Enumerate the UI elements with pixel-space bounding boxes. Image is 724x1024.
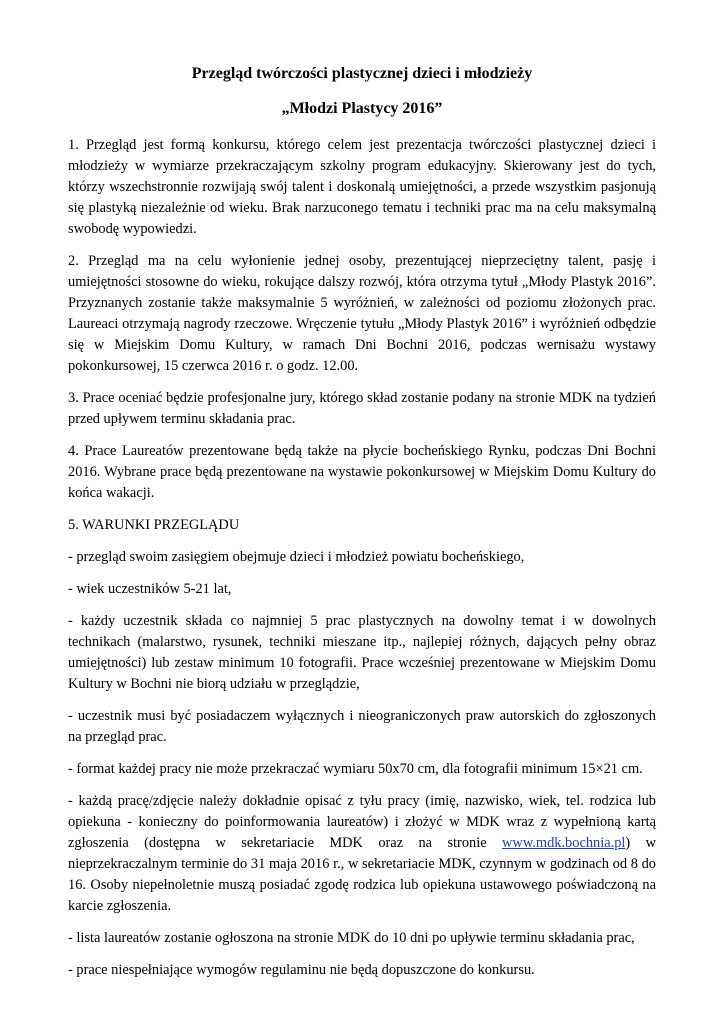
condition-item-copyright: - uczestnik musi być posiadaczem wyłącznych i nieograniczonych praw autorskich do zgłoszonych na przegląd prac. [68, 708, 656, 745]
document-subtitle: „Młodzi Plastycy 2016” [281, 100, 443, 117]
condition-item-results: - lista laureatów zostanie ogłoszona na stronie MDK do 10 dni po upływie terminu składania prac, [68, 930, 635, 946]
paragraph-2: 2. Przegląd ma na celu wyłonienie jednej osoby, prezentującej nieprzeciętny talent, pasję i umiejętności stosowne do wieku, rokujące dalszy rozwój, która otrzyma tytuł „Młody Plastyk 2016”. Przyznanych zostanie także maksymalnie 5 wyróżnień, w zależności od poziomu złożonych prac. Laureaci otrzymają nagrody rzeczowe. Wręczenie tytułu „Młody Plastyk 2016” i wyróżnień odbędzie się w Miejskim Domu Kultury, w ramach Dni Bochni 2016, podczas wernisażu wystawy pokonkursowej, 15 czerwca 2016 r. o godz. 12.00. [68, 253, 656, 374]
paragraph-3: 3. Prace oceniać będzie profesjonalne jury, którego skład zostanie podany na stronie MDK na tydzień przed upływem terminu składania prac. [68, 390, 656, 427]
paragraph-1: 1. Przegląd jest formą konkursu, którego celem jest prezentacja twórczości plastycznej dzieci i młodzieży w wymiarze przekraczającym szkolny program edukacyjny. Skierowany jest do tych, którzy wszechstronnie rozwijają swój talent i doskonalą umiejętności, a przede wszystkim pasjonują się plastyką niezależnie od wieku. Brak narzuconego tematu i techniki prac ma na celu maksymalną swobodę wypowiedzi. [68, 137, 656, 237]
mdk-website-link[interactable]: www.mdk.bochnia.pl [502, 835, 626, 851]
paragraph-4: 4. Prace Laureatów prezentowane będą także na płycie bocheńskiego Rynku, podczas Dni Bochni 2016. Wybrane prace będą prezentowane na wystawie pokonkursowej w Miejskim Domu Kultury do końca wakacji. [68, 443, 656, 501]
section-heading-conditions: 5. WARUNKI PRZEGLĄDU [68, 517, 240, 533]
submission-text-after: ) w nieprzekraczalnym terminie do 31 maja 2016 r., w sekretariacie MDK, czynnym w godzinach od 8 do 16. Osoby niepełnoletnie muszą posiadać zgodę rodzica lub opiekuna ustawowego poświadczoną na karcie zgłoszenia. [68, 835, 656, 914]
document-body [68, 135, 656, 981]
condition-item-age: - wiek uczestników 5-21 lat, [68, 581, 232, 597]
condition-item-submission [68, 791, 656, 917]
document-title: Przegląd twórczości plastycznej dzieci i młodzieży [191, 65, 533, 82]
condition-item-region: - przegląd swoim zasięgiem obejmuje dzieci i młodzież powiatu bocheńskiego, [68, 549, 525, 565]
condition-item-format: - format każdej pracy nie może przekraczać wymiaru 50x70 cm, dla fotografii minimum 15×21 cm. [68, 761, 643, 777]
condition-item-disqualification: - prace niespełniające wymogów regulaminu nie będą dopuszczone do konkursu. [68, 962, 535, 978]
submission-text-before: - każdą pracę/zdjęcie należy dokładnie opisać z tyłu pracy (imię, nazwisko, wiek, tel. rodzica lub opiekuna - konieczny do poinformowania laureatów) i złożyć w MDK wraz z wypełnioną kartą zgłoszenia (dostępna w sekretariacie MDK oraz na stronie [68, 793, 656, 851]
condition-item-works: - każdy uczestnik składa co najmniej 5 prac plastycznych na dowolny temat i w dowolnych technikach (malarstwo, rysunek, techniki mieszane itp., najlepiej różnych, dających pełny obraz umiejętności) lub zestaw minimum 10 fotografii. Prace wcześniej prezentowane w Miejskim Domu Kultury w Bochni nie biorą udziału w przeglądzie, [68, 613, 656, 692]
